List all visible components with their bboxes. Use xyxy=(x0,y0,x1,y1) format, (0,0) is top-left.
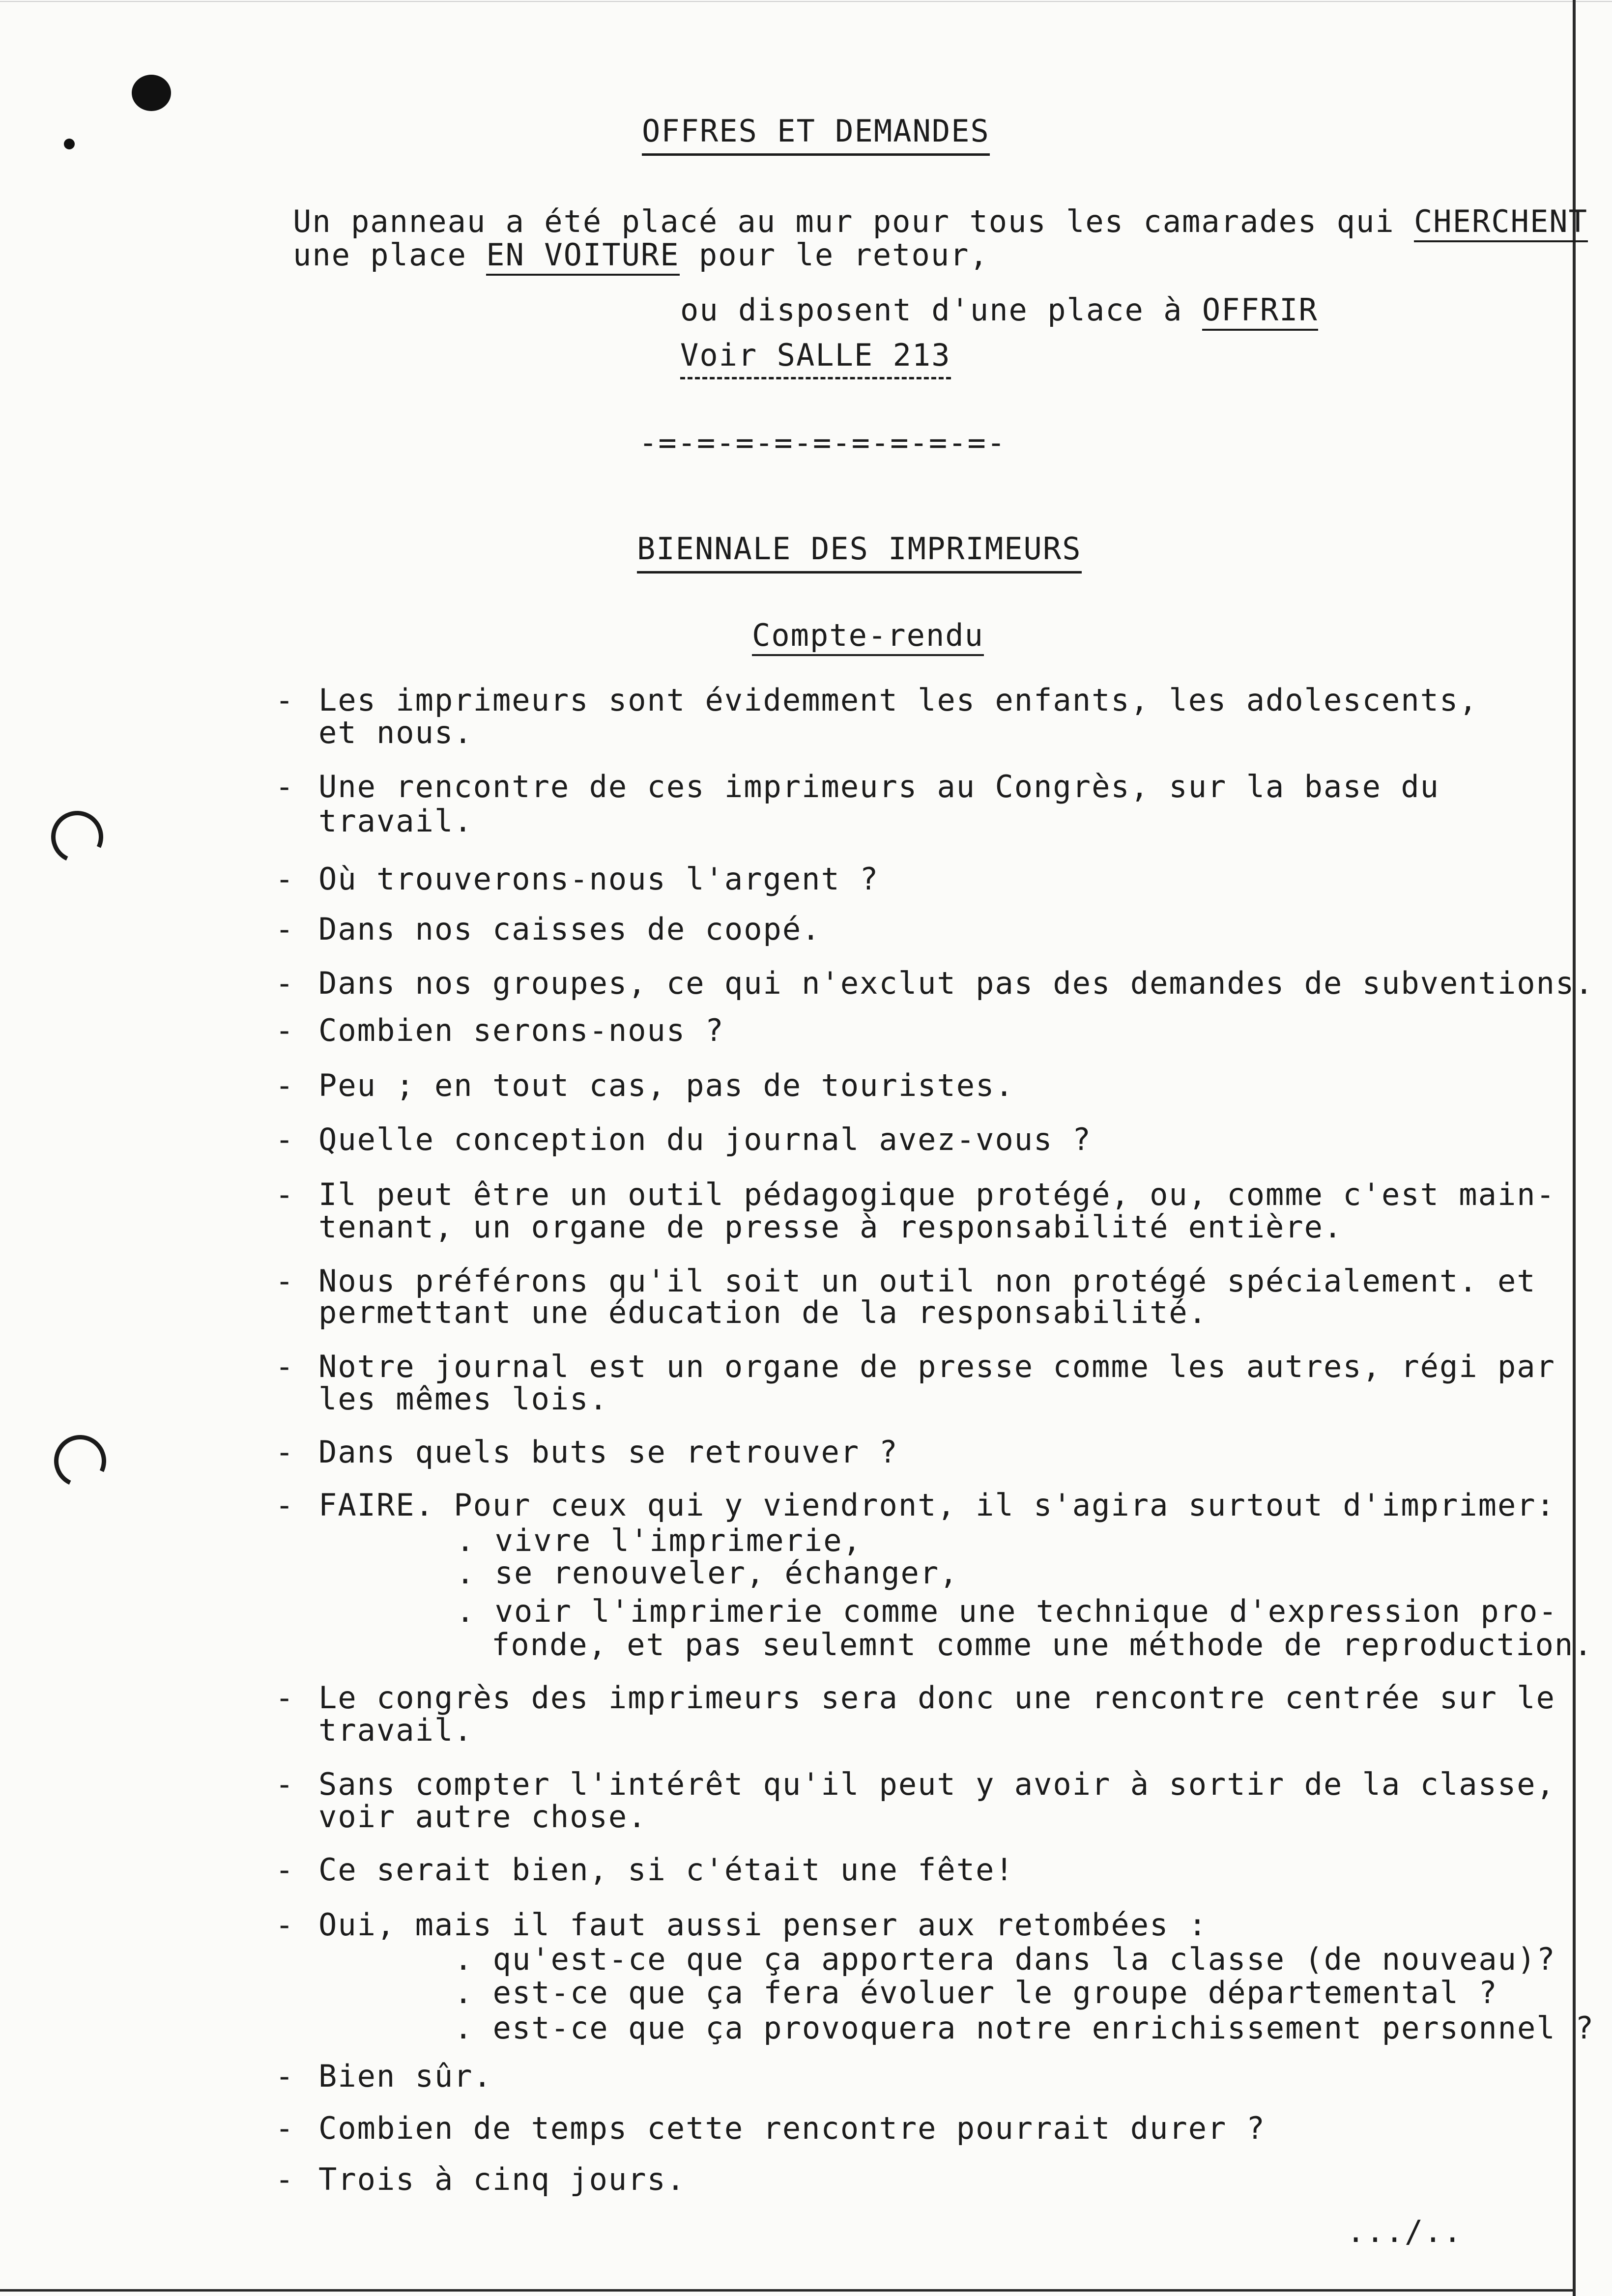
list-item-line: travail. xyxy=(318,1712,473,1748)
list-bullet: - xyxy=(275,1349,295,1384)
list-item-line: Sans compter l'intérêt qu'il peut y avoir à sortir de la classe, xyxy=(318,1766,1555,1802)
list-bullet: - xyxy=(275,1263,295,1299)
faire-point: . se renouveler, échanger, xyxy=(456,1555,959,1591)
list-item-line: Dans nos groupes, ce qui n'exclut pas des demandes de subventions. xyxy=(318,965,1594,1001)
list-item-line: Trois à cinq jours. xyxy=(318,2161,686,2197)
list-item-line: Bien sûr. xyxy=(318,2058,492,2094)
list-item-line: Les imprimeurs sont évidemment les enfants, les adolescents, xyxy=(318,682,1478,718)
offres-line-2-text: une place xyxy=(293,237,487,273)
list-item-line: Le congrès des imprimeurs sera donc une rencontre centrée sur le xyxy=(318,1680,1555,1716)
list-bullet: - xyxy=(275,1680,295,1716)
list-item-line: permettant une éducation de la responsabilité. xyxy=(318,1294,1208,1330)
list-bullet: - xyxy=(275,1434,295,1470)
retombees-point: . qu'est-ce que ça apportera dans la classe (de nouveau)? xyxy=(454,1941,1556,1977)
salle-line xyxy=(680,337,951,373)
list-bullet: - xyxy=(275,1012,295,1048)
offres-line-2-end: pour le retour, xyxy=(679,237,989,273)
bottom-margin-rule xyxy=(0,2289,1576,2292)
list-item-line: Il peut être un outil pédagogique protégé, ou, comme c'est main- xyxy=(318,1177,1555,1212)
list-bullet: - xyxy=(275,1067,295,1103)
offres-line-1 xyxy=(293,203,1588,239)
compte-rendu-subtitle xyxy=(752,617,984,653)
right-margin-rule xyxy=(1573,0,1576,2296)
offres-line-3 xyxy=(680,292,1318,328)
continuation-mark: .../.. xyxy=(1347,2213,1463,2249)
section-separator: -=-=-=-=-=-=-=-=-=- xyxy=(639,425,1007,460)
offres-line-3-text: ou disposent d'une place à xyxy=(680,292,1202,328)
list-bullet: - xyxy=(275,861,295,897)
list-bullet: - xyxy=(275,769,295,804)
list-item-line: les mêmes lois. xyxy=(318,1381,608,1417)
list-bullet: - xyxy=(275,1852,295,1888)
list-bullet: - xyxy=(275,1177,295,1212)
list-bullet: - xyxy=(275,911,295,947)
cherchent-emphasis: CHERCHENT xyxy=(1414,203,1588,242)
en-voiture-emphasis: EN VOITURE xyxy=(486,237,679,276)
list-item-line: et nous. xyxy=(318,715,473,750)
punch-hole-lower xyxy=(47,1428,114,1494)
list-item-line: voir autre chose. xyxy=(318,1799,647,1835)
offres-line-1-text: Un panneau a été placé au mur pour tous les camarades qui xyxy=(293,203,1414,239)
list-bullet: - xyxy=(275,2110,295,2146)
list-bullet: - xyxy=(275,2058,295,2094)
retombees-point: . est-ce que ça fera évoluer le groupe départemental ? xyxy=(454,1975,1498,2010)
list-item-line: Combien de temps cette rencontre pourrait durer ? xyxy=(318,2110,1266,2146)
faire-point: . voir l'imprimerie comme une technique d'expression pro- xyxy=(456,1593,1558,1629)
list-item-line: Dans nos caisses de coopé. xyxy=(318,911,821,947)
list-bullet: - xyxy=(275,2161,295,2197)
biennale-title-text: BIENNALE DES IMPRIMEURS xyxy=(637,534,1082,574)
offrir-emphasis: OFFRIR xyxy=(1202,292,1318,331)
compte-rendu-text: Compte-rendu xyxy=(752,617,984,656)
offres-line-2 xyxy=(293,237,989,273)
list-bullet: - xyxy=(275,1907,295,1943)
list-item-line: Ce serait bien, si c'était une fête! xyxy=(318,1852,1014,1888)
ink-blot xyxy=(132,75,171,111)
list-item-line: Peu ; en tout cas, pas de touristes. xyxy=(318,1067,1014,1103)
faire-point-continuation: fonde, et pas seulemnt comme une méthode de reproduction. xyxy=(491,1627,1593,1663)
list-item-line: Où trouverons-nous l'argent ? xyxy=(318,861,879,897)
list-bullet: - xyxy=(275,1121,295,1157)
list-item-line: Combien serons-nous ? xyxy=(318,1012,724,1048)
punch-hole-upper xyxy=(44,804,111,870)
list-bullet: - xyxy=(275,965,295,1001)
list-item-line: Notre journal est un organe de presse comme les autres, régi par xyxy=(318,1349,1555,1384)
top-edge-line xyxy=(0,1,1612,2)
ink-dot xyxy=(64,139,75,149)
offres-title xyxy=(642,113,990,156)
list-bullet: - xyxy=(275,1487,295,1523)
list-item-line: Quelle conception du journal avez-vous ? xyxy=(318,1121,1092,1157)
list-item-line: Dans quels buts se retrouver ? xyxy=(318,1434,898,1470)
list-item-line: Une rencontre de ces imprimeurs au Congrès, sur la base du xyxy=(318,769,1439,804)
offres-title-text: OFFRES ET DEMANDES xyxy=(642,116,990,156)
list-item-line: travail. xyxy=(318,803,473,839)
list-bullet: - xyxy=(275,682,295,718)
list-item-line: FAIRE. Pour ceux qui y viendront, il s'agira surtout d'imprimer: xyxy=(318,1487,1555,1523)
faire-point: . vivre l'imprimerie, xyxy=(456,1522,862,1558)
list-item-line: Oui, mais il faut aussi penser aux retombées : xyxy=(318,1907,1208,1943)
salle-text: Voir SALLE 213 xyxy=(680,337,951,379)
list-item-line: Nous préférons qu'il soit un outil non protégé spécialement. et xyxy=(318,1263,1536,1299)
retombees-point: . est-ce que ça provoquera notre enrichissement personnel ? xyxy=(454,2010,1595,2046)
list-bullet: - xyxy=(275,1766,295,1802)
list-item-line: tenant, un organe de presse à responsabilité entière. xyxy=(318,1209,1343,1245)
biennale-title xyxy=(637,531,1082,574)
